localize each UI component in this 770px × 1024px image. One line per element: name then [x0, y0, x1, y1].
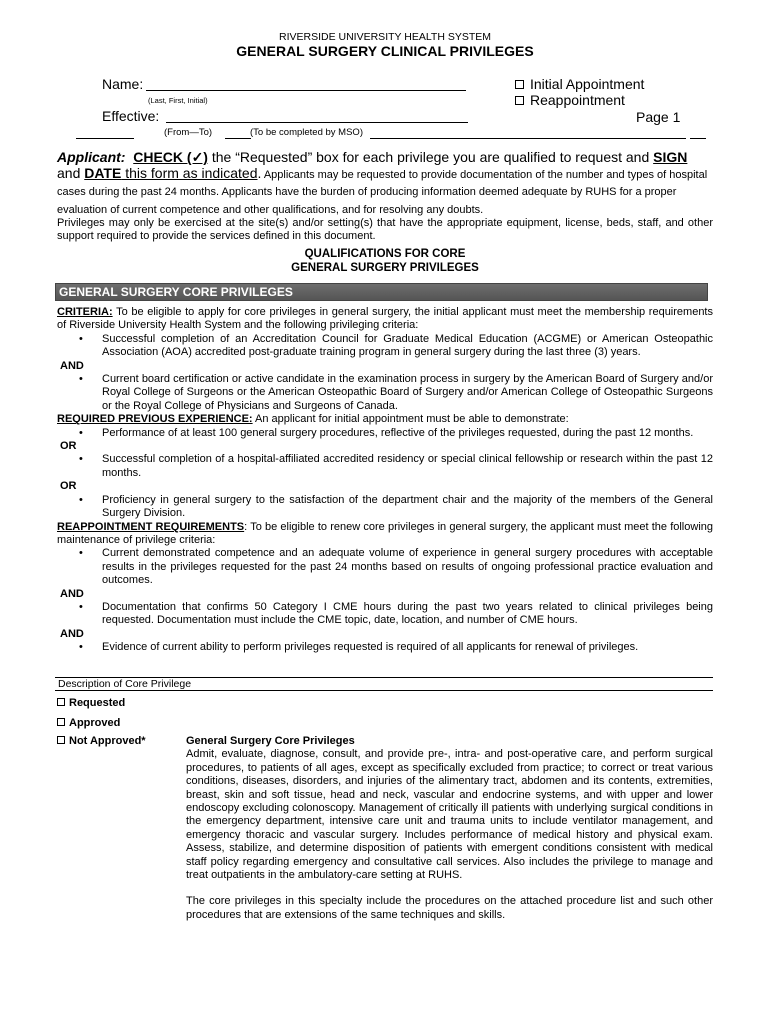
check-text: CHECK (✓)	[133, 149, 208, 165]
sign-text: SIGN	[653, 149, 688, 165]
experience-item-1: • Performance of at least 100 general surgery procedures, reflective of the privileges requested, during the past 12 months.	[57, 427, 713, 440]
experience-intro: An applicant for initial appointment must be able to demonstrate:	[252, 413, 569, 426]
qualifications-heading-1: QUALIFICATIONS FOR CORE	[304, 248, 466, 260]
name-field[interactable]	[146, 90, 466, 91]
criteria-paragraph	[57, 306, 713, 333]
qualifications-heading-2: GENERAL SURGERY PRIVILEGES	[291, 262, 479, 274]
experience-label: REQUIRED PREVIOUS EXPERIENCE:	[57, 413, 253, 426]
reappointment-item-2: • Documentation that confirms 50 Category I CME hours during the past two years related to clinical privileges being requested. Documentation must include the CME topic, date, location, and number of CME hours.	[57, 601, 713, 628]
description-header: Description of Core Privilege	[55, 677, 713, 691]
not-approved-option[interactable]	[57, 735, 146, 748]
core-privileges-description	[186, 735, 713, 922]
criteria-item-1: • Successful completion of an Accreditation Council for Graduate Medical Education (ACGME) or American Osteopathic Association (AOA) accredited post-graduate training program in general surgery during the last three (3) years.	[57, 333, 713, 360]
mso-hint: (To be completed by MSO)	[250, 127, 363, 138]
section-bar-core-privileges: GENERAL SURGERY CORE PRIVILEGES	[55, 283, 708, 301]
requested-option[interactable]	[57, 697, 125, 710]
divider-end	[690, 138, 706, 139]
applicant-label: Applicant:	[57, 149, 126, 165]
criteria-and: AND	[60, 359, 84, 372]
reappointment-checkbox[interactable]	[515, 96, 524, 105]
name-label: Name:	[102, 76, 144, 92]
not-approved-label: Not Approved*	[69, 735, 146, 747]
divider-mid	[225, 138, 251, 139]
reappointment-label: Reappointment	[530, 92, 625, 108]
experience-or-1: OR	[60, 440, 77, 453]
name-hint: (Last, First, Initial)	[148, 96, 208, 105]
and-text: and	[57, 165, 85, 181]
experience-item-3: • Proficiency in general surgery to the satisfaction of the department chair and the majority of the members of the General Surgery Division.	[57, 494, 713, 521]
not-approved-checkbox[interactable]	[57, 736, 65, 744]
core-privileges-title: General Surgery Core Privileges	[186, 735, 355, 747]
organization-name: RIVERSIDE UNIVERSITY HEALTH SYSTEM	[279, 31, 491, 43]
document-title: GENERAL SURGERY CLINICAL PRIVILEGES	[236, 43, 534, 59]
reappointment-and-1: AND	[60, 587, 84, 600]
reappointment-intro: : To be eligible to renew core privileges in general surgery, the applicant must meet the following maintenance of privilege criteria:	[57, 520, 713, 546]
approved-label: Approved	[69, 717, 121, 729]
date-rest-text: this form as indicated	[121, 165, 258, 181]
requested-label: Requested	[69, 697, 126, 709]
initial-appointment-option[interactable]	[515, 76, 644, 92]
page-number: Page 1	[636, 109, 681, 125]
reappointment-paragraph	[57, 521, 713, 548]
approved-checkbox[interactable]	[57, 718, 65, 726]
experience-paragraph	[57, 413, 713, 426]
effective-field[interactable]	[166, 122, 468, 123]
initial-appointment-checkbox[interactable]	[515, 80, 524, 89]
period-text: .	[257, 165, 262, 181]
reappointment-and-2: AND	[60, 627, 84, 640]
privileges-note: Privileges may only be exercised at the site(s) and/or setting(s) that have the appropriate equipment, license, beds, staff, and other support required to provide the services defined in this document.	[57, 217, 713, 243]
instructions-body: Applicants may be requested to provide documentation of the number and types of hospital cases during the past 24 months. Applicants have the burden of producing information deemed adequate by RUHS for a proper evaluation of current competence and other qualifications, and for resolving any doubts.	[57, 169, 708, 216]
reappointment-item-1: • Current demonstrated competence and an adequate volume of experience in general surgery procedures with acceptable results in the privileges requested for the past 24 months based on results of ongoing professional practice evaluation and outcomes.	[57, 547, 713, 587]
effective-label: Effective:	[102, 108, 160, 124]
criteria-intro: To be eligible to apply for core privileges in general surgery, the initial applicant must meet the membership requirements of Riverside University Health System and the following privileging criteria:	[57, 306, 713, 332]
initial-appointment-label: Initial Appointment	[530, 76, 645, 92]
criteria-label: CRITERIA:	[57, 306, 113, 318]
from-to-hint: (From—To)	[164, 127, 213, 138]
reappointment-item-3: • Evidence of current ability to perform privileges requested is required of all applicants for renewal of privileges.	[57, 641, 713, 654]
experience-or-2: OR	[60, 480, 77, 493]
core-privileges-extension: The core privileges in this specialty include the procedures on the attached procedure list and such other procedures that are extensions of the same techniques and skills.	[186, 895, 713, 921]
core-privileges-body: Admit, evaluate, diagnose, consult, and provide pre-, intra- and post-operative care, and perform surgical procedures, to patients of all ages, except as specifically excluded from practice; to correct or treat various conditions, diseases, disorders, and injuries of the alimentary tract, abdomen and its contents, extremities, breast, skin and soft tissue, head and neck, vascular and endocrine systems, and with upper and lower endoscopy excluding colonoscopy. Management of critically ill patients with underlying surgical conditions in the emergency department, intensive care unit and trauma units to include ventilator management, and emergency thoracic and vascular surgery. Includes performance of medical history and physical exam. Assess, stabilize, and determine disposition of patients with emergent conditions consistent with medical staff policy regarding emergency and consultative call services. Also includes the privilege to manage and treat outpatients in the ambulatory-care setting at RUHS.	[186, 748, 713, 882]
criteria-item-2: • Current board certification or active candidate in the examination process in surgery by the American Board of Surgery and/or Royal College of Surgeons or the American Osteopathic Board of Surgery and/or American College of Osteopathic Surgeons or the Royal College of Physicians and Surgeons of Canada.	[57, 373, 713, 413]
experience-item-2: • Successful completion of a hospital-affiliated accredited residency or special clinical fellowship or research within the past 12 months.	[57, 453, 713, 480]
reappointment-option[interactable]	[515, 92, 625, 108]
approved-option[interactable]	[57, 717, 120, 730]
applicant-instructions	[57, 149, 713, 217]
divider-right	[370, 138, 686, 139]
requested-checkbox[interactable]	[57, 698, 65, 706]
requirements-block	[57, 306, 713, 655]
date-text: DATE	[84, 165, 122, 181]
requested-text: the “Requested” box for each privilege you are qualified to request and	[207, 149, 654, 165]
reappointment-label-heading: REAPPOINTMENT REQUIREMENTS	[57, 520, 245, 533]
divider-left	[76, 138, 134, 139]
